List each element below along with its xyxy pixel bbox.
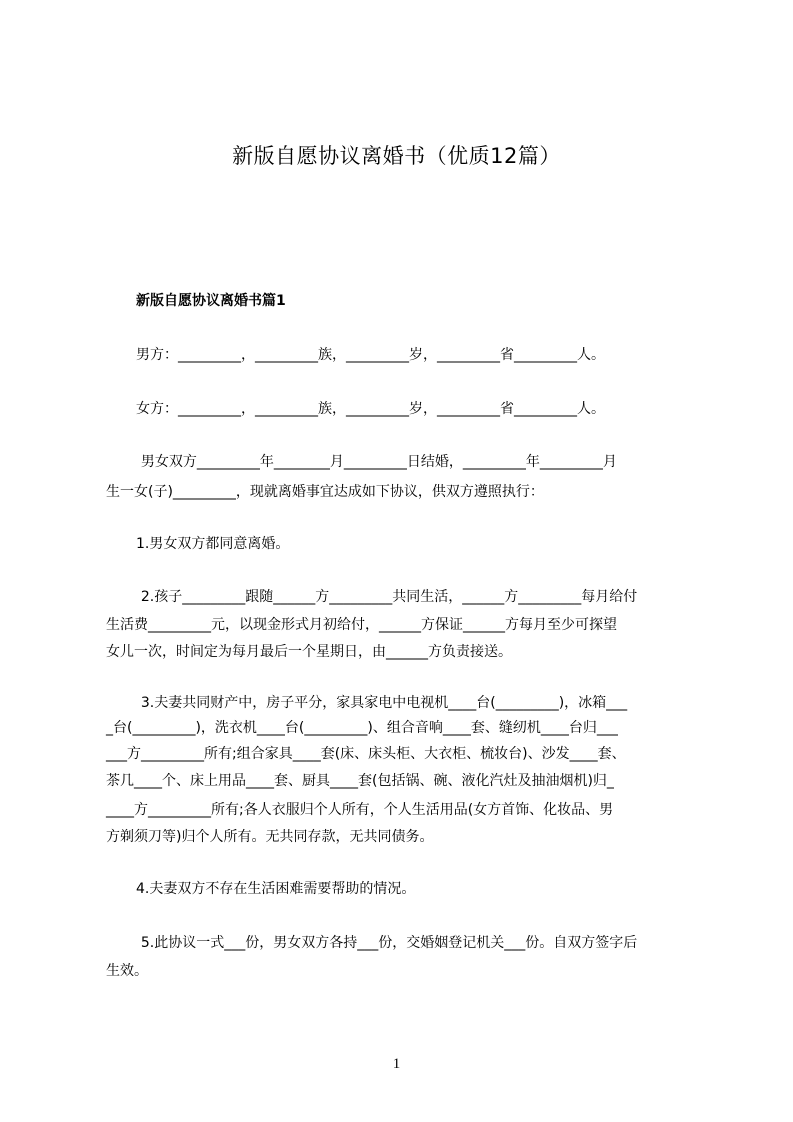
clause-3-line-4: 茶几____个、床上用品____套、厨具____套(包括锅、碗、液化汽灶及抽油烟机)归_ bbox=[106, 773, 614, 789]
section-heading: 新版自愿协议离婚书篇1 bbox=[136, 293, 286, 309]
page-number: 1 bbox=[392, 1056, 401, 1072]
clause-3-line-6: 方剃须刀等)归个人所有。无共同存款，无共同债务。 bbox=[106, 829, 434, 845]
clause-5-line-1: 5.此协议一式___份，男女双方各持___份，交婚姻登记机关___份。自双方签字后 bbox=[132, 935, 638, 951]
clause-3-line-5: ____方_________所有;各人衣服归个人所有，个人生活用品(女方首饰、化妆品、男 bbox=[106, 802, 614, 818]
document-title: 新版自愿协议离婚书（优质12篇） bbox=[232, 144, 561, 168]
clause-2-line-3: 女儿一次，时间定为每月最后一个星期日，由______方负责接送。 bbox=[106, 644, 512, 660]
clause-2-line-2: 生活费_________元，以现金形式月初给付，______方保证______方每月至少可探望 bbox=[106, 617, 617, 633]
marriage-info-line-1: 男女双方_________年________月_________日结婚，_________年_________月 bbox=[132, 454, 617, 470]
male-party-line: 男方：_________，_________族，_________岁，_________省_________人。 bbox=[136, 347, 605, 363]
clause-4: 4.夫妻双方不存在生活困难需要帮助的情况。 bbox=[136, 881, 416, 897]
clause-3-line-1: 3.夫妻共同财产中，房子平分，家具家电中电视机____台(_________)，冰箱___ bbox=[132, 695, 628, 711]
clause-1: 1.男女双方都同意离婚。 bbox=[136, 536, 290, 552]
clause-3-line-2: _台(_________)，洗衣机____台(_________)、组合音响____套、缝纫机____台归___ bbox=[106, 720, 618, 736]
clause-2-line-1: 2.孩子_________跟随______方_________共同生活，______方_________每月给付 bbox=[132, 589, 638, 605]
clause-3-line-3: ___方_________所有;组合家具____套(床、床头柜、大衣柜、梳妆台)、沙发____套、 bbox=[106, 746, 626, 762]
female-party-line: 女方：_________，_________族，_________岁，_________省_________人。 bbox=[136, 401, 605, 417]
marriage-info-line-2: 生一女(子)_________，现就离婚事宜达成如下协议，供双方遵照执行： bbox=[106, 484, 544, 500]
clause-5-line-2: 生效。 bbox=[106, 963, 148, 979]
